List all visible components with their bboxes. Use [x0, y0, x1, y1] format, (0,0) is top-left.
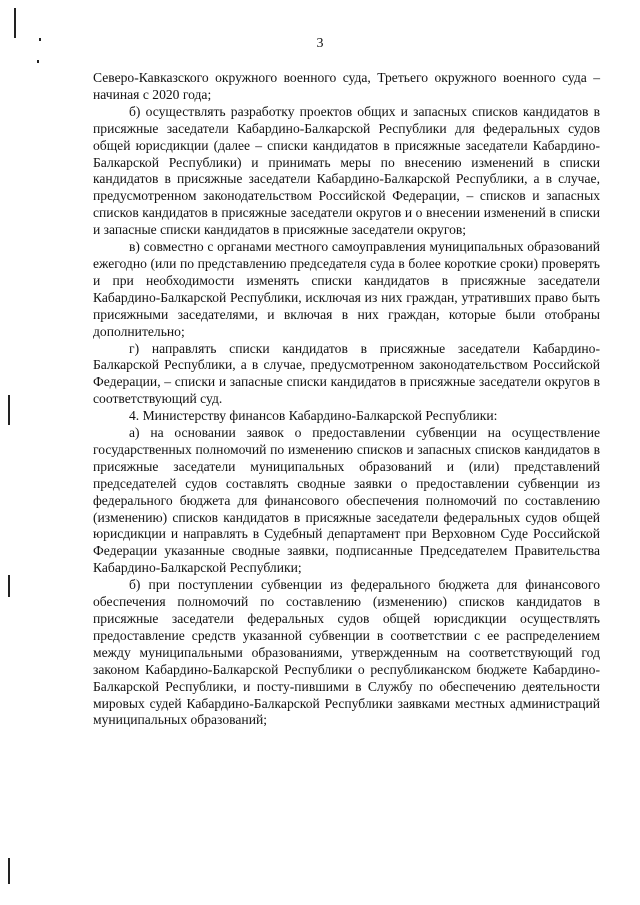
document-body: [93, 70, 600, 729]
paragraph-item-4b: б) при поступлении субвенции из федерального бюджета для финансового обеспечения полномочий по составлению (изменению) списков кандидатов в присяжные заседатели федеральных судов общей юрисдикции осуществлять предоставление средств указанной субвенции в соответствии с ее распределением между муниципальными образованиями, утвержденным на соответствующий год законом Кабардино-Балкарской Республики о республиканском бюджете Кабардино-Балкарской Республики, и посту-пившими в Службу по обеспечению деятельности мировых судей Кабардино-Балкарской Республики заявками местных администраций муниципальных образований;: [93, 577, 600, 728]
paragraph-item-4a: а) на основании заявок о предоставлении субвенции на осуществление государственных полномочий по изменению списков и запасных списков кандидатов в присяжные заседатели муниципальных образований и (или) представлений председателей судов составлять сводные заявки о предоставлении субвенции из федерального бюджета для финансового обеспечения полномочий по составлению (изменению) списков кандидатов в присяжные заседатели федеральных судов общей юрисдикции и направлять в Судебный департамент при Верховном Суде Российской Федерации указанные сводные заявки, подписанные Председателем Правительства Кабардино-Балкарской Республики;: [93, 425, 600, 576]
paragraph-item-v: в) совместно с органами местного самоуправления муниципальных образований ежегодно (или по представлению председателя суда в более короткие сроки) проверять и при необходимости изменять списки кандидатов в присяжные заседатели Кабардино-Балкарской Республики, исключая из них граждан, утративших право быть присяжными заседателями, и включая в них граждан, которые были отобраны дополнительно;: [93, 239, 600, 339]
scan-edge-mark-middle: [8, 395, 10, 425]
page-number: 3: [316, 36, 324, 51]
scan-edge-mark-top: [14, 8, 16, 38]
scan-edge-mark-dot-2: [37, 60, 39, 63]
paragraph-item-b: б) осуществлять разработку проектов общих и запасных списков кандидатов в присяжные заседатели Кабардино-Балкарской Республики для федеральных судов общей юрисдикции (далее – списки кандидатов в присяжные заседатели Кабардино-Балкарской Республики) и принимать меры по внесению изменений в списки кандидатов в присяжные заседатели Кабардино-Балкарской Республики, а в случае, предусмотренном законодательством Российской Федерации, – списков и запасных списков кандидатов в присяжные заседатели округов и о внесении изменений в списки и запасные списки кандидатов в присяжные заседатели округов;: [93, 103, 600, 238]
section-heading-4: 4. Министерству финансов Кабардино-Балкарской Республики:: [129, 408, 498, 424]
paragraph-item-g: г) направлять списки кандидатов в присяжные заседатели Кабардино-Балкарской Республики, а в случае, предусмотренном законодательством Российской Федерации, – списки и запасные списки кандидатов в присяжные заседатели округов в соответствующий суд.: [93, 340, 600, 407]
paragraph-continuation: Северо-Кавказского окружного военного суда, Третьего окружного военного суда – начиная с 2020 года;: [93, 70, 600, 102]
scan-edge-mark-bottom: [8, 858, 10, 884]
scan-edge-mark-lower: [8, 575, 10, 597]
